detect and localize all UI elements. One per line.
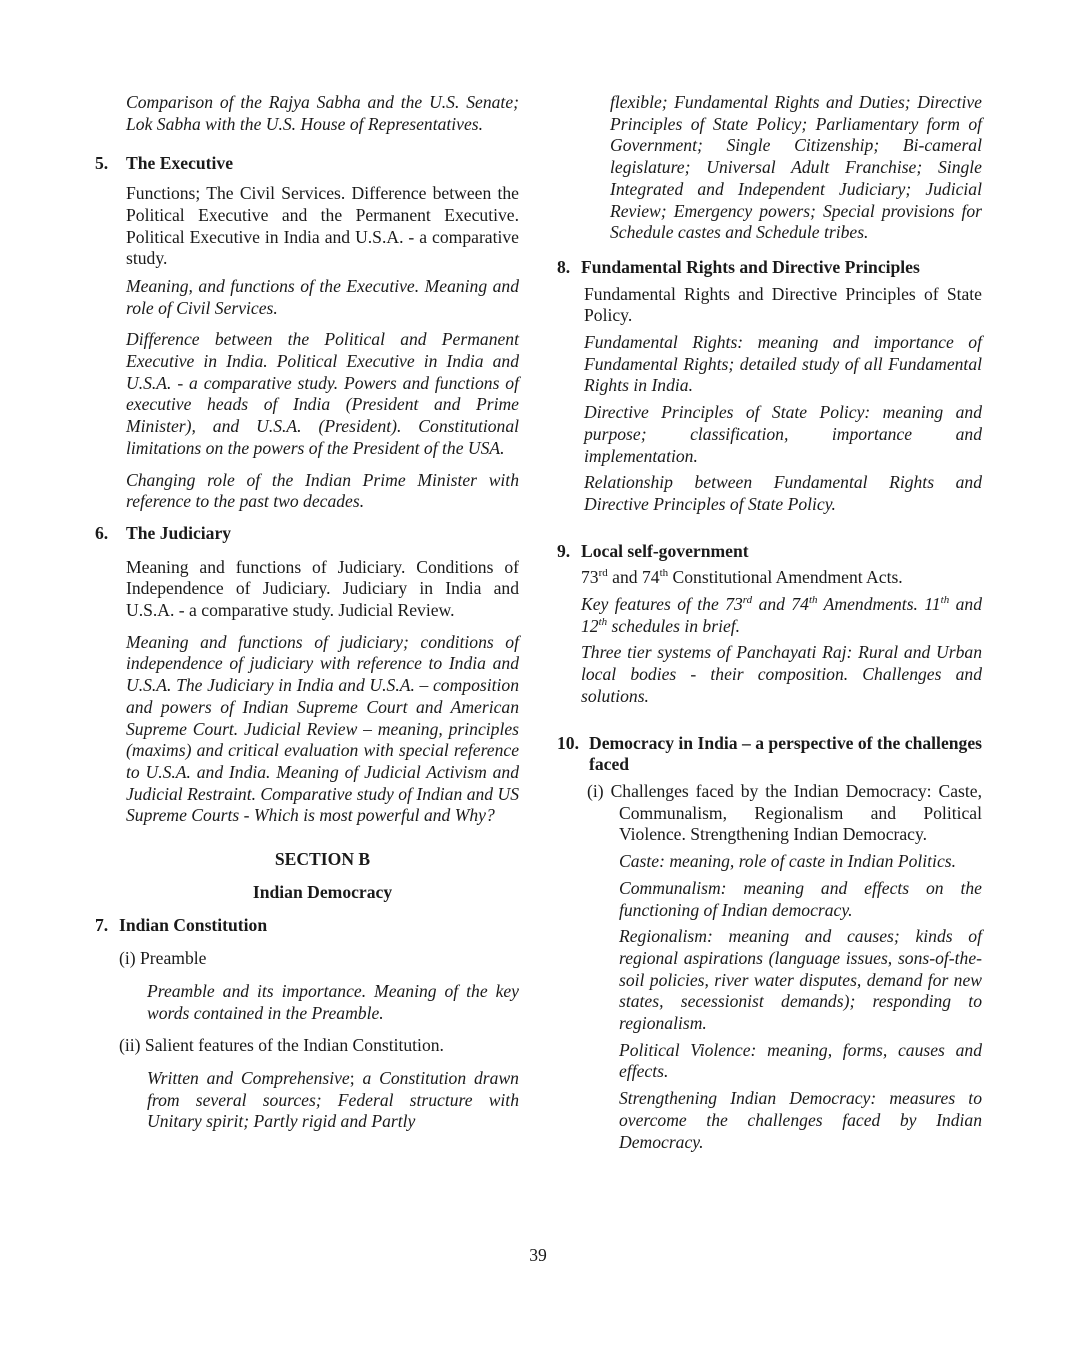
section-9-italic-2: Three tier systems of Panchayati Raj: Rural and Urban local bodies - their composition. Challenges and solutions.	[581, 642, 982, 706]
section-9-text-sup-1: rd	[598, 567, 608, 580]
section-8-title: Fundamental Rights and Directive Principles	[581, 256, 920, 277]
section-9-text-b: and 74	[607, 567, 660, 588]
section-10-italic-2: Communalism: meaning and effects on the functioning of Indian democracy.	[619, 877, 982, 920]
section-6-heading	[95, 523, 519, 545]
section-6-title: The Judiciary	[126, 522, 232, 543]
intro-paragraph: Comparison of the Rajya Sabha and the U.S. Senate; Lok Sabha with the U.S. House of Representatives.	[126, 92, 519, 134]
section-10-sub-1-number: (i)	[587, 780, 604, 801]
section-10-number: 10.	[557, 732, 579, 753]
section-5-title: The Executive	[126, 153, 234, 174]
section-7-sub-2	[95, 1035, 519, 1057]
section-7-sub-1	[95, 948, 519, 970]
section-7-sub-1-italic: Preamble and its importance. Meaning of the key words contained in the Preamble.	[147, 980, 519, 1023]
section-b-title: Indian Democracy	[252, 881, 393, 902]
section-6-number: 6.	[95, 522, 109, 543]
section-9-italic-1-sup-3: th	[940, 594, 950, 607]
section-7-heading	[95, 915, 519, 937]
section-b-heading: SECTION B	[274, 849, 371, 870]
section-7-sub-1-number: (i)	[119, 948, 136, 969]
section-6-text: Meaning and functions of Judiciary. Conditions of Independence of Judiciary. Judiciary in India and U.S.A. - a comparative study. Judicial Review.	[126, 556, 519, 621]
section-9-text	[557, 567, 982, 589]
section-8-italic-2: Directive Principles of State Policy: meaning and purpose; classification, importance and implementation.	[584, 402, 982, 466]
section-10-title: Democracy in India – a perspective of the challenges faced	[589, 732, 982, 775]
section-9-number: 9.	[557, 540, 571, 561]
section-7-sub-2-italic-sep: ;	[349, 1068, 355, 1089]
section-10-italic-4: Political Violence: meaning, forms, causes and effects.	[619, 1039, 982, 1082]
section-7-sub-1-label: Preamble	[140, 948, 207, 969]
section-9-italic-1-c: Amendments. 11	[817, 594, 941, 615]
section-7-title: Indian Constitution	[119, 914, 268, 935]
section-9-italic-1-sup-1: rd	[742, 594, 753, 607]
section-9-italic-1	[557, 594, 982, 637]
section-9-italic-1-b: and 74	[752, 594, 809, 615]
right-column	[557, 92, 982, 1153]
section-7-number: 7.	[95, 914, 109, 935]
section-10-sub-1	[557, 781, 982, 846]
section-9-italic-1-sup-4: th	[598, 615, 608, 628]
left-column	[95, 92, 519, 1133]
section-10-heading	[557, 733, 982, 776]
section-8-text: Fundamental Rights and Directive Principles of State Policy.	[584, 283, 982, 326]
constitution-features-continued: flexible; Fundamental Rights and Duties; Directive Principles of State Policy; Parliamentary form of Government; Single Citizenship; Bi-cameral legislature; Universal Adult Franchise; Single Integrated and Independent Judiciary; Judicial Review; Emergency powers; Special provisions for Schedule castes and Schedule tribes.	[610, 92, 982, 243]
page-number: 39	[529, 1245, 547, 1265]
section-9-text-a: 73	[581, 567, 599, 588]
section-7-sub-2-italic-a: Written and Comprehensive	[147, 1068, 350, 1089]
section-8-italic-1: Fundamental Rights: meaning and importance of Fundamental Rights; detailed study of all Fundamental Rights in India.	[584, 332, 982, 396]
section-7-sub-2-italic	[95, 1068, 519, 1133]
section-7-sub-2-label: Salient features of the Indian Constitution.	[144, 1035, 444, 1056]
section-10-italic-3: Regionalism: meaning and causes; kinds of regional aspirations (language issues, sons-of-the-soil policies, river water disputes, demand for new states, secessionist demands); responding to regionalism.	[619, 926, 982, 1034]
section-9-italic-1-a: Key features of the 73	[581, 594, 743, 615]
section-10-italic-5: Strengthening Indian Democracy: measures to overcome the challenges faced by Indian Democracy.	[619, 1088, 982, 1152]
section-9-italic-1-sup-2: th	[808, 594, 818, 607]
section-9-text-c: Constitutional Amendment Acts.	[668, 567, 903, 588]
section-9-italic-1-d: and 12	[581, 594, 983, 636]
section-10-italic-1: Caste: meaning, role of caste in Indian Politics.	[619, 851, 957, 872]
section-5-number: 5.	[95, 153, 109, 174]
section-5-italic-1: Meaning, and functions of the Executive. Meaning and role of Civil Services.	[126, 275, 519, 318]
section-9-text-sup-2: th	[659, 567, 669, 580]
section-9-title: Local self-government	[581, 540, 749, 561]
section-9-heading	[557, 541, 982, 563]
section-5-heading	[95, 153, 519, 175]
section-10-sub-1-text: Challenges faced by the Indian Democracy: Caste, Communalism, Regionalism and Political Violence. Strengthening Indian Democracy.	[610, 780, 982, 845]
section-9-italic-1-e: schedules in brief.	[607, 615, 741, 636]
section-8-number: 8.	[557, 256, 571, 277]
section-6-italic-1: Meaning and functions of judiciary; conditions of independence of judiciary with reference to India and U.S.A. The Judiciary in India and U.S.A. – composition and powers of Indian Supreme Court and American Supreme Court. Judicial Review – meaning, principles (maxims) and critical evaluation with special reference to U.S.A. and India. Meaning of Judicial Activism and Judicial Restraint. Comparative study of Indian and US Supreme Courts - Which is most powerful and Why?	[126, 631, 519, 826]
section-8-italic-3: Relationship between Fundamental Rights and Directive Principles of State Policy.	[584, 472, 982, 514]
section-7-sub-2-number: (ii)	[119, 1035, 141, 1056]
section-5-italic-3: Changing role of the Indian Prime Minister with reference to the past two decades.	[126, 469, 519, 512]
section-5-italic-2: Difference between the Political and Permanent Executive in India. Political Executive in India and U.S.A. - a comparative study. Powers and functions of executive heads of India (President and Prime Minister), and U.S.A. (President). Constitutional limitations on the powers of the President of the USA.	[126, 329, 519, 458]
section-5-text: Functions; The Civil Services. Difference between the Political Executive and the Permanent Executive. Political Executive in India and U.S.A. - a comparative study.	[126, 183, 519, 269]
section-8-heading	[557, 257, 982, 279]
section-7-sub-2-italic-b: a Constitution drawn from several sources; Federal structure with Unitary spirit; Partly rigid and Partly	[147, 1068, 519, 1132]
